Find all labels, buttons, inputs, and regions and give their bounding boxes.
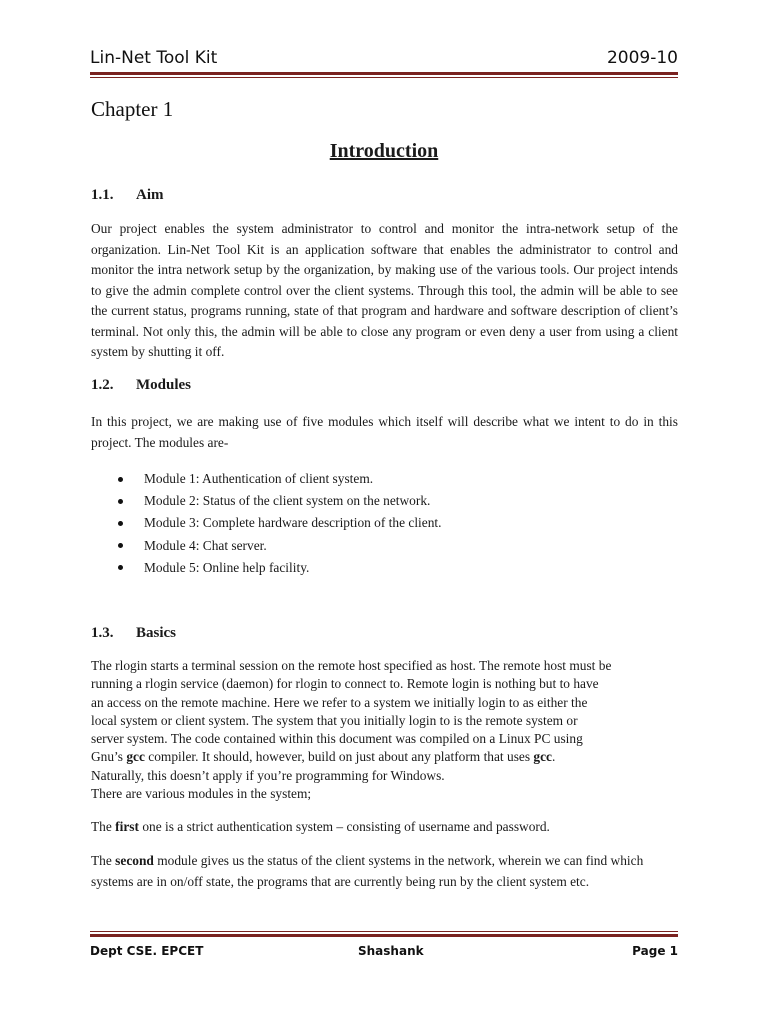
bullet-icon bbox=[118, 477, 123, 482]
text-line: Naturally, this doesn’t apply if you’re programming for Windows. bbox=[91, 767, 445, 783]
section-number: 1.2. bbox=[91, 377, 114, 393]
list-item: Module 5: Online help facility. bbox=[110, 557, 441, 579]
footer-department: Dept CSE. EPCET bbox=[90, 944, 204, 958]
modules-list bbox=[110, 468, 441, 579]
section-number: 1.3. bbox=[91, 625, 114, 641]
first-module-paragraph: The first one is a strict authentication system – consisting of username and password. bbox=[91, 819, 550, 834]
header-year: 2009-10 bbox=[606, 48, 678, 68]
section-title: Basics bbox=[136, 625, 177, 641]
text-line: There are various modules in the system; bbox=[91, 786, 312, 802]
footer-page-number: Page 1 bbox=[632, 944, 678, 958]
section-heading-basics bbox=[91, 625, 176, 642]
section-heading-modules bbox=[91, 377, 191, 394]
modules-intro: In this project, we are making use of five modules which itself will describe what we intent to do in this project. The modules are- bbox=[91, 414, 678, 450]
text-line: The rlogin starts a terminal session on the remote host specified as host. The remote host must be bbox=[91, 658, 612, 673]
section-number: 1.1. bbox=[91, 187, 114, 203]
footer-author: Shashank bbox=[358, 944, 424, 958]
bullet-icon bbox=[118, 543, 123, 548]
header-rule bbox=[90, 72, 678, 75]
text-line: Gnu’s gcc compiler. It should, however, build on just about any platform that uses gcc. bbox=[91, 749, 556, 765]
second-module-paragraph: The second module gives us the status of the client systems in the network, wherein we can find which systems are in on/off state, the programs that are currently being run by the client system etc. bbox=[91, 853, 644, 889]
text-line: an access on the remote machine. Here we refer to a system we initially login to as either the bbox=[91, 694, 588, 710]
footer-rule bbox=[90, 934, 678, 937]
section-title: Modules bbox=[136, 377, 192, 393]
basics-paragraph bbox=[91, 657, 678, 803]
header-title: Lin-Net Tool Kit bbox=[90, 48, 218, 68]
page-header bbox=[90, 48, 678, 68]
text-line: server system. The code contained within this document was compiled on a Linux PC using bbox=[91, 731, 583, 747]
section-heading-aim bbox=[91, 187, 164, 204]
footer-rule-thin bbox=[90, 931, 678, 932]
section-title: Aim bbox=[136, 187, 164, 203]
header-rule-thin bbox=[90, 77, 678, 78]
bullet-icon bbox=[118, 521, 123, 526]
text-line: local system or client system. The system that you initially login to is the remote system or bbox=[91, 712, 578, 728]
page-title: Introduction bbox=[329, 140, 439, 162]
text-line: running a rlogin service (daemon) for rlogin to connect to. Remote login is nothing but to have bbox=[91, 676, 599, 692]
bullet-icon bbox=[118, 499, 123, 504]
list-item: Module 3: Complete hardware description of the client. bbox=[110, 512, 441, 534]
chapter-label: Chapter 1 bbox=[91, 97, 174, 121]
aim-paragraph: Our project enables the system administrator to control and monitor the intra-network setup of the organization. Lin-Net Tool Kit is an application software that enables the administrator to control and monitor the intra network setup by the organization, by making use of the various tools. Our project intends to give the admin complete control over the client systems. Through this tool, the admin will be able to see the current status, programs running, state of that program and hardware and software description of client’s terminal. Not only this, the admin will be able to close any program or even deny a user from using a client system by shutting it off. bbox=[91, 221, 678, 359]
bullet-icon bbox=[118, 565, 123, 570]
list-item: Module 4: Chat server. bbox=[110, 535, 441, 557]
list-item: Module 2: Status of the client system on the network. bbox=[110, 490, 441, 512]
list-item: Module 1: Authentication of client system. bbox=[110, 468, 441, 490]
